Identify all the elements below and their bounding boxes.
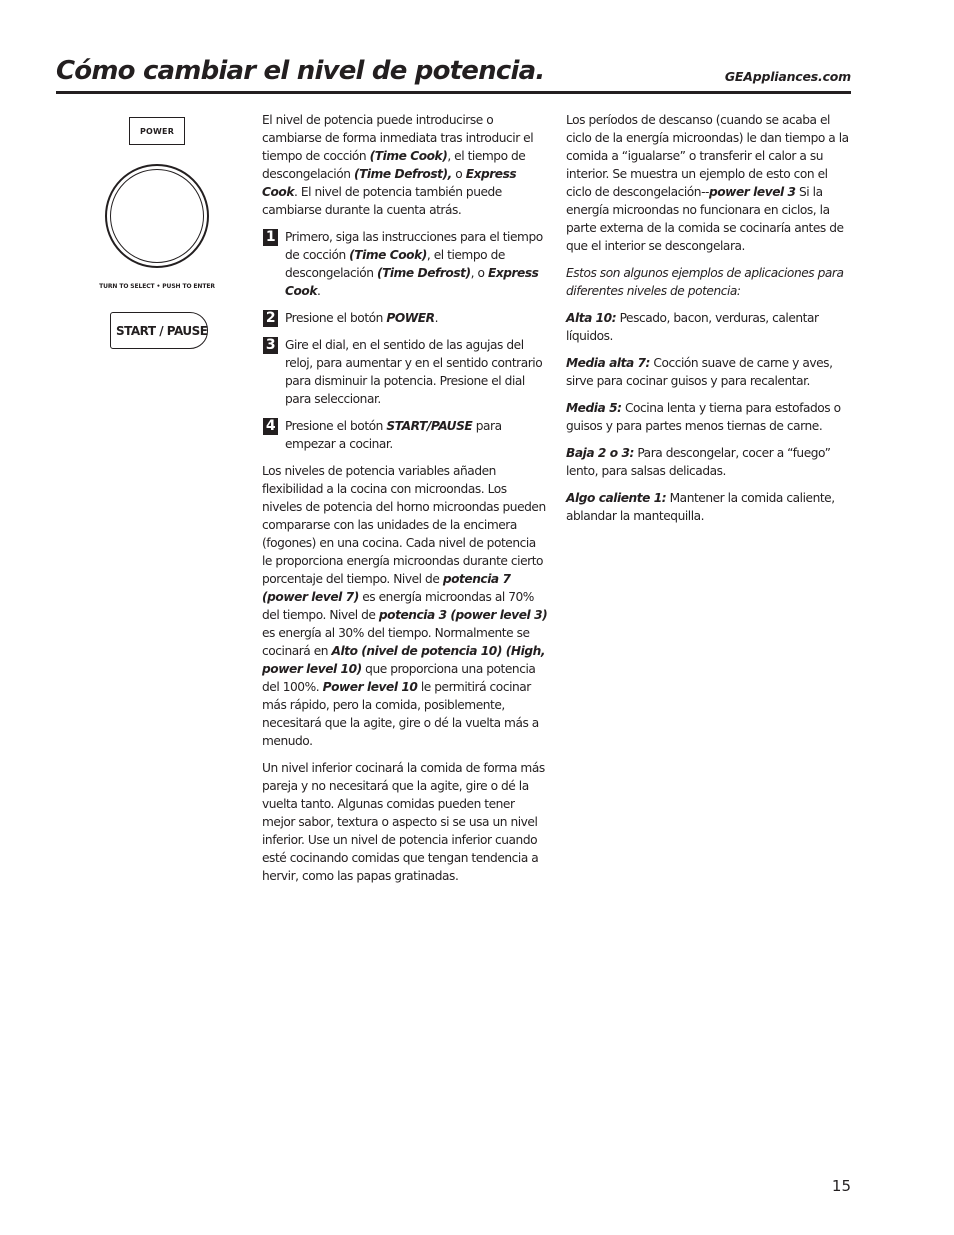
dial-knob-illustration (105, 164, 209, 268)
page-number: 15 (831, 1177, 851, 1195)
dial-label: TURN TO SELECT • PUSH TO ENTER (99, 283, 215, 290)
page-title: Cómo cambiar el nivel de potencia. (56, 56, 545, 86)
step-1: 1 Primero, siga las instrucciones para el tiempo de cocción (Time Cook), el tiempo de descongelación (Time Defrost), o Express Cook. (262, 228, 548, 300)
level-item: Algo caliente 1: Mantener la comida caliente, ablandar la mantequilla. (566, 491, 835, 523)
step-2: 2 Presione el botón POWER. (262, 309, 548, 327)
step-4: 4 Presione el botón START/PAUSE para empezar a cocinar. (262, 417, 548, 453)
level-item: Media alta 7: Cocción suave de carne y aves, sirve para cocinar guisos y para recalentar. (566, 356, 833, 388)
start-pause-button-illustration: START / PAUSE (110, 312, 208, 349)
level-item: Media 5: Cocina lenta y tierna para estofados o guisos y para partes menos tiernas de carne. (566, 401, 841, 433)
intro-paragraph: El nivel de potencia puede introducirse o cambiarse de forma inmediata tras introducir el tiempo de cocción (Time Cook), el tiempo de descongelación (Time Defrost), o Express Cook. El nivel de potencia también puede cambiarse durante la cuenta atrás. (262, 113, 534, 217)
website-label: GEAppliances.com (724, 69, 851, 84)
rest-periods-paragraph: Los períodos de descanso (cuando se acaba el ciclo de la energía microondas) le dan tiempo a la comida a “igualarse” o transferir el calor a su interior. Se muestra un ejemplo de esto con el ciclo de descongelación--power level 3 Si la energía microondas no funcionara en ciclos, la parte externa de la comida se cocinaría antes de que el interior se descongelara. (566, 113, 849, 253)
step-3: 3 Gire el dial, en el sentido de las agujas del reloj, para aumentar y en el sentido contrario para disminuir la potencia. Presione el dial para seleccionar. (262, 336, 548, 408)
lower-level-paragraph: Un nivel inferior cocinará la comida de forma más pareja y no necesitará que la agite, gire o dé la vuelta tanto. Algunas comidas pueden tener mejor sabor, textura o aspecto si se usa un nivel inferior. Use un nivel de potencia inferior cuando esté cocinando comidas que tengan tendencia a hervir, como las papas gratinadas. (262, 761, 545, 883)
step-number: 1 (263, 229, 278, 246)
step-number: 2 (263, 310, 278, 327)
dial-inner-ring (110, 169, 204, 263)
level-item: Alta 10: Pescado, bacon, verduras, calentar líquidos. (566, 311, 819, 343)
power-button-illustration: POWER (129, 117, 185, 145)
column-right (566, 111, 852, 534)
power-levels-paragraph: Los niveles de potencia variables añaden flexibilidad a la cocina con microondas. Los niveles de potencia del horno microondas pueden compararse con las unidades de la encimera (fogones) en una cocina. Cada nivel de potencia le proporciona energía microondas durante cierto porcentaje del tiempo. Nivel de potencia 7 (power level 7) es energía microondas al 70% del tiempo. Nivel de potencia 3 (power level 3) es energía al 30% del tiempo. Normalmente se cocinará en Alto (nivel de potencia 10) (High, power level 10) que proporciona una potencia del 100%. Power level 10 le permitirá cocinar más rápido, pero la comida, posiblemente, necesitará que la agite, gire o dé la vuelta más a menudo. (262, 464, 548, 748)
level-item: Baja 2 o 3: Para descongelar, cocer a “fuego” lento, para salsas delicadas. (566, 446, 831, 478)
page-header (56, 56, 851, 94)
step-number: 4 (263, 418, 278, 435)
column-left (262, 111, 548, 894)
examples-intro: Estos son algunos ejemplos de aplicaciones para diferentes niveles de potencia: (566, 266, 844, 298)
step-number: 3 (263, 337, 278, 354)
